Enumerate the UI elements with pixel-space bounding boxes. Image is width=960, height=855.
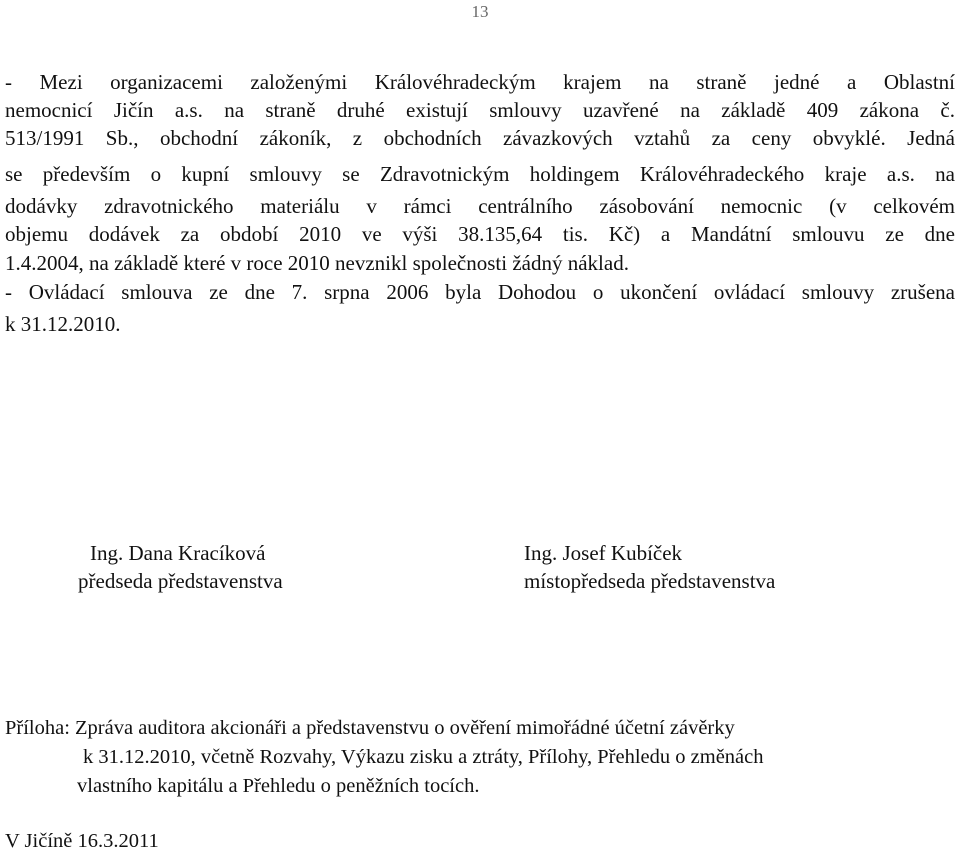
signature-left <box>78 539 283 595</box>
signatory-role: předseda představenstva <box>78 569 283 593</box>
paragraph-line: - Ovládací smlouva ze dne 7. srpna 2006 byla Dohodou o ukončení ovládací smlouvy zrušena <box>5 280 955 304</box>
signatory-name: Ing. Josef Kubíček <box>524 541 683 565</box>
paragraph-line: - Mezi organizacemi založenými Královéhradeckým krajem na straně jedné a Oblastní <box>5 70 955 94</box>
paragraph-line: objemu dodávek za období 2010 ve výši 38.135,64 tis. Kč) a Mandátní smlouvu ze dne <box>5 222 955 246</box>
attachment-line: k 31.12.2010, včetně Rozvahy, Výkazu zisku a ztráty, Přílohy, Přehledu o změnách <box>83 746 764 768</box>
attachment-line: vlastního kapitálu a Přehledu o peněžních tocích. <box>77 775 480 797</box>
signature-right <box>524 539 775 595</box>
paragraph-line: k 31.12.2010. <box>5 312 121 336</box>
paragraph-line: nemocnicí Jičín a.s. na straně druhé existují smlouvy uzavřené na základě 409 zákona č. <box>5 98 955 122</box>
paragraph-line: 1.4.2004, na základě které v roce 2010 nevznikl společnosti žádný náklad. <box>5 251 629 275</box>
paragraph-line: se především o kupní smlouvy se Zdravotnickým holdingem Královéhradeckého kraje a.s. na <box>5 162 955 186</box>
page-number: 13 <box>471 2 489 21</box>
signatory-role: místopředseda představenstva <box>524 569 776 593</box>
paragraph-line: 513/1991 Sb., obchodní zákoník, z obchodních závazkových vztahů za ceny obvyklé. Jedná <box>5 126 955 150</box>
place-date: V Jičíně 16.3.2011 <box>5 830 159 852</box>
attachment-line: Příloha: Zpráva auditora akcionáři a představenstvu o ověření mimořádné účetní závěrky <box>5 717 735 739</box>
signatory-name: Ing. Dana Kracíková <box>90 541 266 565</box>
paragraph-line: dodávky zdravotnického materiálu v rámci centrálního zásobování nemocnic (v celkovém <box>5 194 955 218</box>
